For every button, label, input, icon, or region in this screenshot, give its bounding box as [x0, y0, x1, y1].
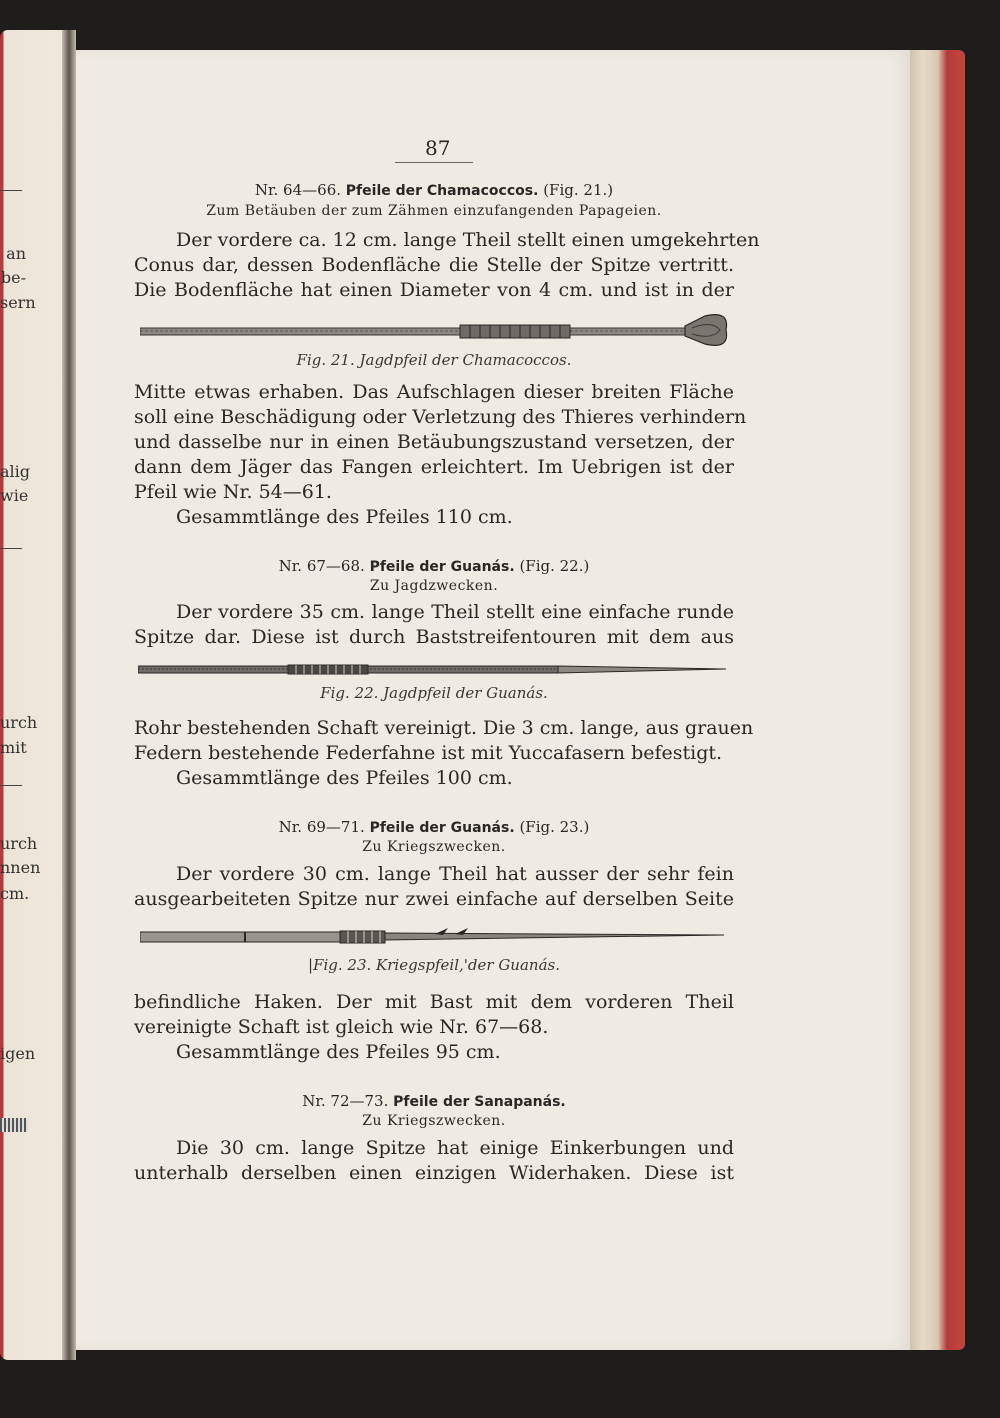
text-line: Gesammtlänge des Pfeiles 110 cm.	[176, 506, 513, 528]
left-fragment: urch	[0, 834, 38, 853]
section-subtitle: Zu Kriegszwecken.	[362, 1113, 506, 1129]
left-fragment: urch	[0, 713, 38, 732]
text-line: soll eine Beschädigung oder Verletzung des Thieres verhindern	[134, 406, 747, 428]
left-rule	[0, 785, 22, 786]
left-fragment: wie	[0, 486, 29, 505]
left-figure-fragment	[0, 1118, 28, 1132]
paragraph	[134, 862, 734, 912]
text-line: Gesammtlänge des Pfeiles 100 cm.	[176, 767, 513, 789]
text-line: Spitze dar. Diese ist durch Baststreifentouren mit dem aus	[134, 626, 734, 648]
heading-title: Pfeile der Chamacoccos.	[345, 183, 539, 199]
text-line: Mitte etwas erhaben. Das Aufschlagen dieser breiten Fläche	[134, 381, 734, 403]
page-number-rule	[395, 162, 473, 163]
heading-figure-ref: (Fig. 22.)	[519, 557, 590, 575]
figure-caption: Fig. 22. Jagdpfeil der Guanás.	[320, 684, 548, 702]
text-line: Die Bodenfläche hat einen Diameter von 4 cm. und ist in der	[134, 279, 734, 301]
left-rule	[0, 548, 22, 549]
heading-number: Nr. 67—68.	[278, 557, 365, 575]
paragraph	[134, 990, 734, 1065]
left-fragment: an	[6, 244, 26, 263]
section-subtitle: Zum Betäuben der zum Zähmen einzufangenden Papageien.	[206, 203, 662, 219]
figure-caption: Fig. 21. Jagdpfeil der Chamacoccos.	[296, 351, 572, 369]
figure-22-arrow	[138, 660, 728, 680]
section-subtitle: Zu Kriegszwecken.	[362, 839, 506, 855]
figure-caption: |Fig. 23. Kriegspfeil,'der Guanás.	[308, 956, 560, 974]
text-line: Die 30 cm. lange Spitze hat einige Einkerbungen und	[176, 1137, 734, 1159]
book-edge	[905, 50, 965, 1350]
text-line: Pfeil wie Nr. 54—61.	[134, 481, 332, 503]
heading-title: Pfeile der Guanás.	[369, 559, 515, 575]
left-fragment: sern	[0, 293, 36, 312]
paragraph	[134, 600, 734, 650]
text-line: Der vordere 35 cm. lange Theil stellt eine einfache runde	[176, 601, 734, 623]
section-heading	[134, 557, 734, 575]
left-fragment: igen	[0, 1044, 36, 1063]
page-number: 87	[425, 136, 451, 160]
heading-title: Pfeile der Guanás.	[369, 820, 515, 836]
text-line: Conus dar, dessen Bodenfläche die Stelle der Spitze vertritt.	[134, 254, 734, 276]
heading-title: Pfeile der Sanapanás.	[393, 1094, 566, 1110]
heading-number: Nr. 69—71.	[278, 818, 365, 836]
left-rule	[0, 190, 22, 191]
book-gutter	[62, 30, 76, 1360]
figure-21-arrow	[140, 310, 730, 352]
paragraph	[134, 228, 760, 303]
section-heading	[134, 818, 734, 836]
text-line: dann dem Jäger das Fangen erleichtert. Im Uebrigen ist der	[134, 456, 734, 478]
section-subtitle: Zu Jagdzwecken.	[369, 578, 499, 594]
text-line: Gesammtlänge des Pfeiles 95 cm.	[176, 1041, 501, 1063]
text-line: vereinigte Schaft ist gleich wie Nr. 67—68.	[134, 1016, 549, 1038]
section-heading	[134, 1092, 734, 1110]
heading-number: Nr. 72—73.	[302, 1092, 389, 1110]
paragraph	[134, 380, 747, 530]
text-line: Der vordere 30 cm. lange Theil hat ausser der sehr fein	[176, 863, 734, 885]
text-line: befindliche Haken. Der mit Bast mit dem vorderen Theil	[134, 991, 734, 1013]
left-fragment: cm.	[0, 884, 30, 903]
heading-number: Nr. 64—66.	[254, 181, 342, 199]
section-heading	[134, 181, 734, 199]
heading-figure-ref: (Fig. 23.)	[519, 818, 590, 836]
left-fragment: alig	[0, 462, 31, 481]
text-line: Der vordere ca. 12 cm. lange Theil stellt einen umgekehrten	[176, 229, 760, 251]
text-line: unterhalb derselben einen einzigen Widerhaken. Diese ist	[134, 1162, 734, 1184]
text-line: ausgearbeiteten Spitze nur zwei einfache auf derselben Seite	[134, 888, 734, 910]
paragraph	[134, 1136, 734, 1186]
heading-figure-ref: (Fig. 21.)	[543, 181, 614, 199]
text-line: und dasselbe nur in einen Betäubungszustand versetzen, der	[134, 431, 734, 453]
left-fragment: be-	[0, 268, 26, 287]
paragraph	[134, 716, 754, 791]
figure-23-arrow	[140, 924, 726, 948]
left-fragment: mit	[0, 738, 27, 757]
text-line: Federn bestehende Federfahne ist mit Yuccafasern befestigt.	[134, 742, 723, 764]
text-line: Rohr bestehenden Schaft vereinigt. Die 3 cm. lange, aus grauen	[134, 717, 754, 739]
left-fragment: nnen	[0, 858, 41, 877]
left-page	[0, 30, 70, 1360]
